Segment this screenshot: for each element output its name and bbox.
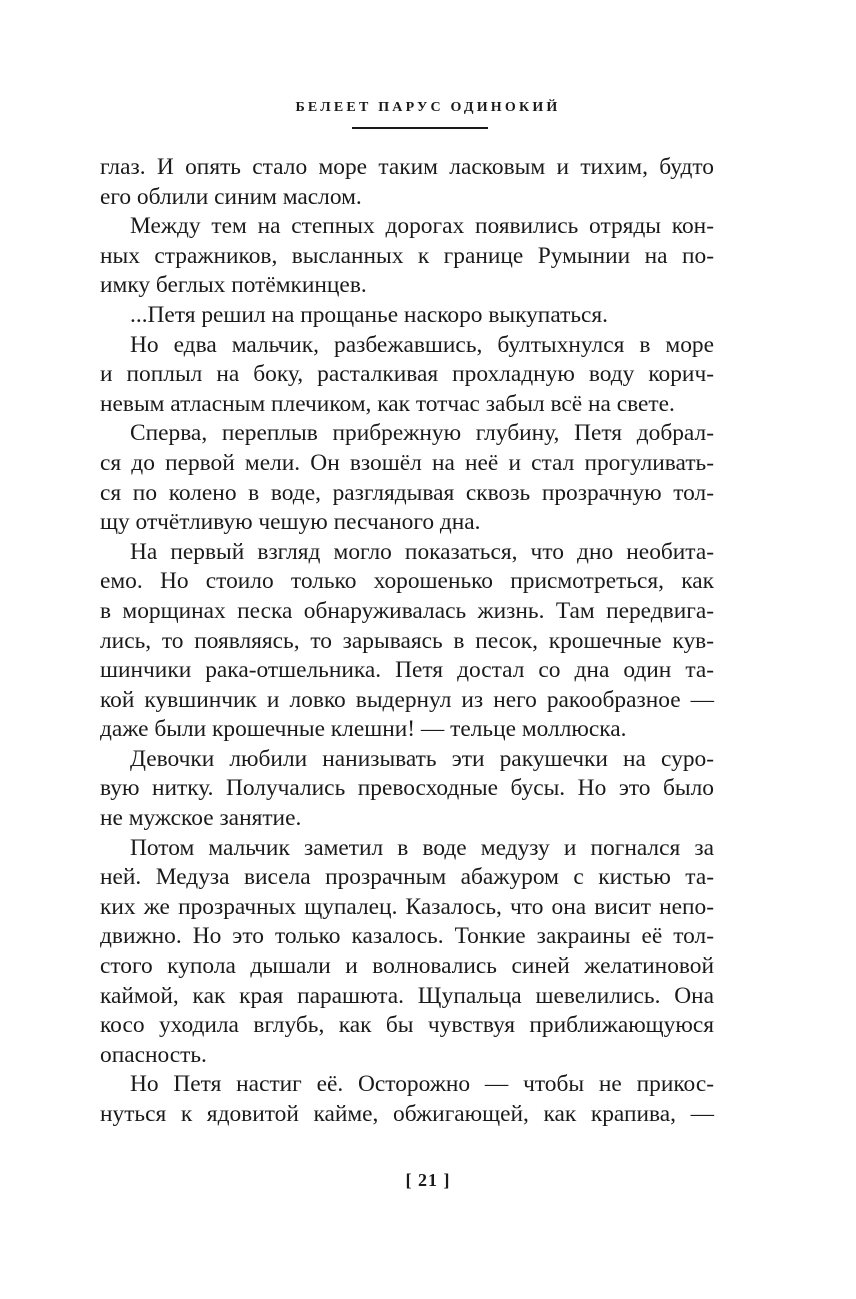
running-head-title: БЕЛЕЕТ ПАРУС ОДИНОКИЙ (295, 100, 561, 115)
body-text (100, 153, 714, 1130)
text-line: вую нитку. Получались превосходные бусы. Но это было (100, 775, 714, 802)
text-line: каймой, как края парашюта. Щупальца шевелились. Она (100, 982, 714, 1009)
text-line: косо уходила вглубь, как бы чувствуя приближающуюся (100, 1012, 714, 1039)
text-line: в морщинах песка обнаруживалась жизнь. Там передвига- (100, 597, 714, 624)
text-line: Между тем на степных дорогах появились отряды кон- (130, 213, 714, 240)
text-line: нуться к ядовитой кайме, обжигающей, как крапива, — (100, 1101, 714, 1127)
text-line: щу отчётливую чешую песчаного дна. (100, 509, 481, 536)
text-line: емо. Но стоило только хорошенько присмотреться, как (100, 568, 714, 595)
text-line: На первый взгляд могло показаться, что дно необита- (130, 538, 714, 565)
text-line: стого купола дышали и волновались синей желатиновой (100, 953, 714, 980)
text-line: и поплыл на боку, расталкивая прохладную воду корич- (100, 361, 714, 388)
text-line: лись, то появляясь, то зарываясь в песок, крошечные кув- (100, 627, 714, 654)
text-line: глаз. И опять стало море таким ласковым и тихим, будто (100, 154, 714, 180)
text-line: его облили синим маслом. (100, 183, 362, 210)
text-line: кой кувшинчик и ловко выдернул из него ракообразное — (100, 686, 714, 713)
text-line: имку беглых потёмкинцев. (100, 272, 367, 299)
running-head-rule (352, 127, 488, 129)
text-line: Потом мальчик заметил в воде медузу и погнался за (130, 834, 714, 861)
page-number: [ 21 ] (405, 1170, 451, 1190)
text-line: Девочки любили нанизывать эти ракушечки на суро- (130, 745, 714, 772)
text-line: Сперва, переплыв прибрежную глубину, Петя добрал- (130, 420, 714, 447)
text-line: шинчики рака-отшельника. Петя достал со дна один та- (100, 657, 714, 684)
text-line: ных стражников, высланных к границе Румынии на по- (100, 242, 714, 269)
text-line: ...Петя решил на прощанье наскоро выкупаться. (130, 301, 608, 328)
text-line: ся по колено в воде, разглядывая сквозь прозрачную тол- (100, 479, 714, 506)
text-line: ких же прозрачных щупалец. Казалось, что она висит непо- (100, 893, 714, 920)
text-line: Но едва мальчик, разбежавшись, бултыхнулся в море (130, 331, 714, 358)
text-line: движно. Но это только казалось. Тонкие закраины её тол- (100, 923, 714, 950)
text-line: ся до первой мели. Он взошёл на неё и стал прогуливать- (100, 449, 714, 476)
text-line: невым атласным плечиком, как тотчас забыл всё на свете. (100, 390, 675, 417)
text-line: даже были крошечные клешни! — тельце моллюска. (100, 716, 627, 743)
text-line: не мужское занятие. (100, 805, 302, 832)
text-line: Но Петя настиг её. Осторожно — чтобы не прикос- (130, 1071, 714, 1098)
text-line: опасность. (100, 1041, 207, 1068)
text-line: ней. Медуза висела прозрачным абажуром с кистью та- (100, 864, 714, 891)
